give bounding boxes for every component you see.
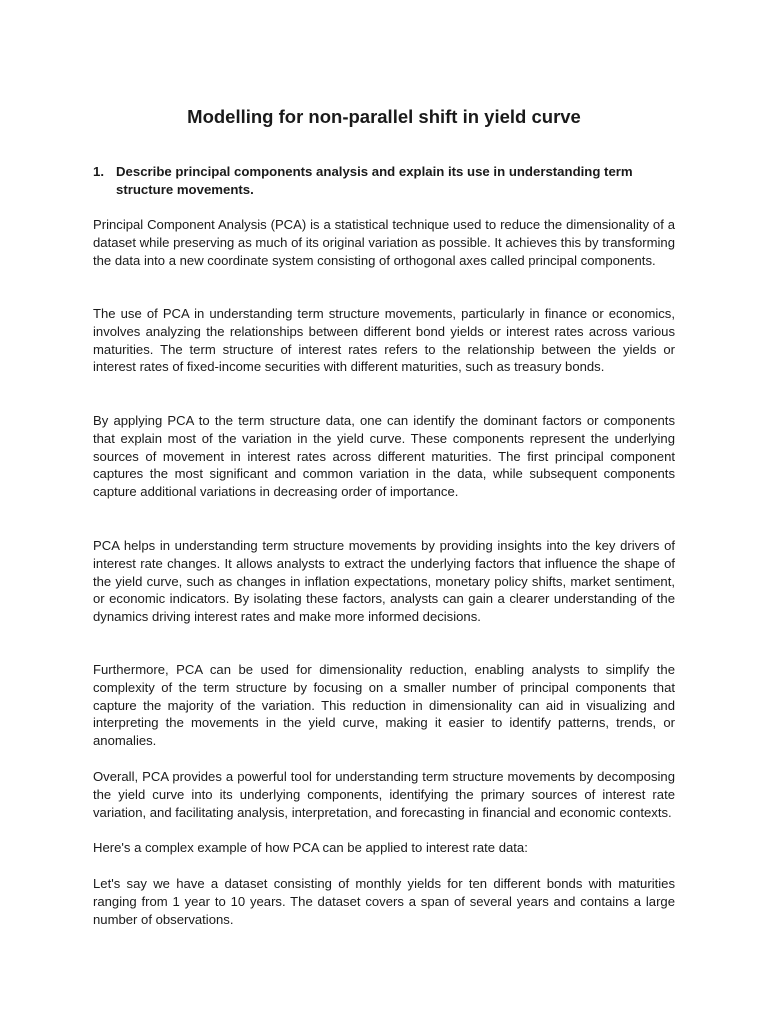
question-number: 1.: [93, 164, 104, 179]
paragraph-dimensionality-reduction: Furthermore, PCA can be used for dimensionality reduction, enabling analysts to simplify the complexity of the term structure by focusing on a smaller number of principal components that capture the majority of the variation. This reduction in dimensionality can aid in visualizing and interpreting the movements in the yield curve, making it easier to identify patterns, trends, or anomalies.: [93, 662, 675, 749]
paragraph-key-drivers: PCA helps in understanding term structure movements by providing insights into the key drivers of interest rate changes. It allows analysts to extract the underlying factors that influence the shape of the yield curve, such as changes in inflation expectations, monetary policy shifts, market sentiment, or economic indicators. By isolating these factors, analysts can gain a clearer understanding of the dynamics driving interest rates and make more informed decisions.: [93, 538, 675, 625]
question-text: Describe principal components analysis and explain its use in understanding term structure movements.: [116, 164, 633, 197]
page-title: Modelling for non-parallel shift in yield curve: [187, 106, 581, 127]
paragraph-example-intro: Here's a complex example of how PCA can be applied to interest rate data:: [93, 840, 528, 855]
question-heading: [93, 163, 675, 199]
paragraph-dataset: Let's say we have a dataset consisting of monthly yields for ten different bonds with maturities ranging from 1 year to 10 years. The dataset covers a span of several years and contains a large number of observations.: [93, 876, 675, 927]
paragraph-term-structure-use: The use of PCA in understanding term structure movements, particularly in finance or economics, involves analyzing the relationships between different bond yields or interest rates across various maturities. The term structure of interest rates refers to the relationship between the yields or interest rates of fixed-income securities with different maturities, such as treasury bonds.: [93, 306, 675, 375]
paragraph-dominant-factors: By applying PCA to the term structure data, one can identify the dominant factors or components that explain most of the variation in the yield curve. These components represent the underlying sources of movement in interest rates across different maturities. The first principal component captures the most significant and common variation in the data, while subsequent components capture additional variations in decreasing order of importance.: [93, 413, 675, 500]
paragraph-pca-definition: Principal Component Analysis (PCA) is a statistical technique used to reduce the dimensionality of a dataset while preserving as much of its original variation as possible. It achieves this by transforming the data into a new coordinate system consisting of orthogonal axes called principal components.: [93, 217, 675, 268]
paragraph-overall: Overall, PCA provides a powerful tool for understanding term structure movements by decomposing the yield curve into its underlying components, identifying the primary sources of interest rate variation, and facilitating analysis, interpretation, and forecasting in financial and economic contexts.: [93, 769, 675, 820]
